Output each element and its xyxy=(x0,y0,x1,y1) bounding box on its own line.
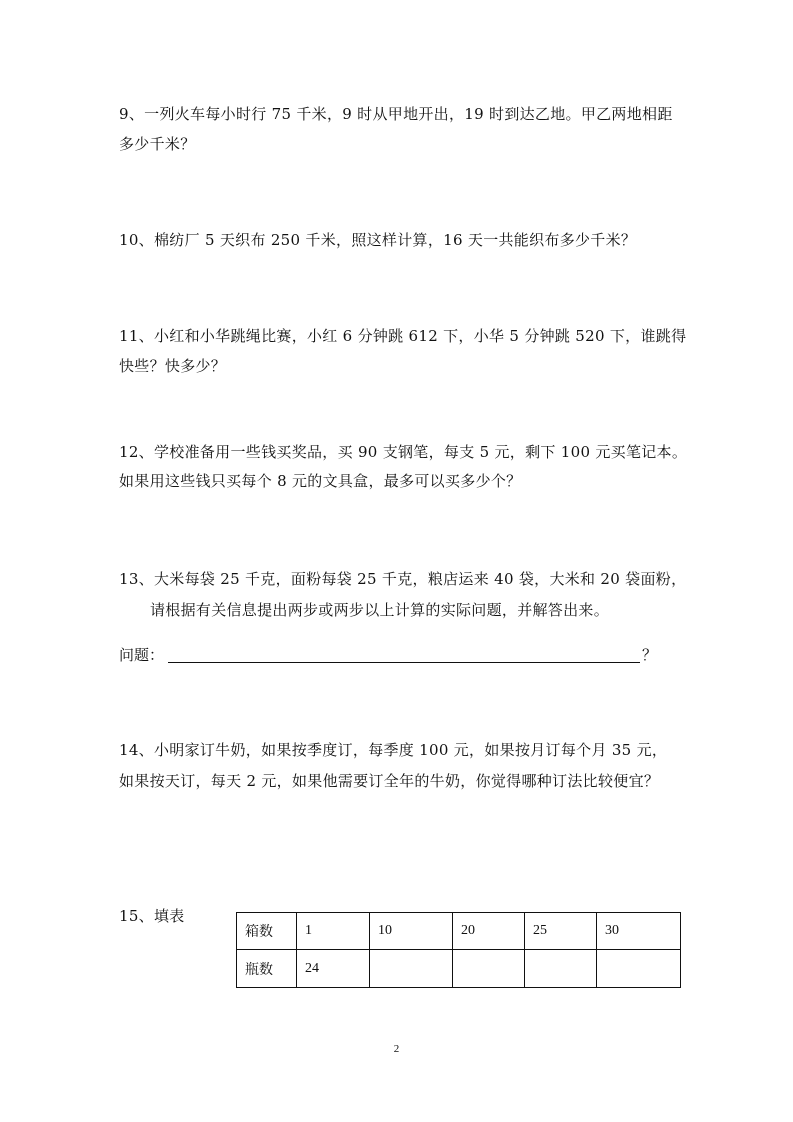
question-10-line-1: 10、棉纺厂 5 天织布 250 千米，照这样计算，16 天一共能织布多少千米？ xyxy=(119,231,637,249)
question-14-line-2: 如果按天订，每天 2 元，如果他需要订全年的牛奶，你觉得哪种订法比较便宜？ xyxy=(119,772,660,790)
question-11-line-2: 快些？快多少？ xyxy=(119,357,227,375)
table-cell: 1 xyxy=(297,913,370,950)
question-14-line-1: 14、小明家订牛奶，如果按季度订，每季度 100 元，如果按月订每个月 35 元， xyxy=(119,741,668,759)
table-cell-empty[interactable] xyxy=(597,950,681,988)
table-cell: 25 xyxy=(525,913,597,950)
page-number: 2 xyxy=(393,1043,400,1055)
table-cell: 箱数 xyxy=(237,913,297,950)
question-13-answer-end: ？ xyxy=(642,646,658,664)
question-12-line-2: 如果用这些钱只买每个 8 元的文具盒，最多可以买多少个？ xyxy=(119,472,522,490)
table-cell: 30 xyxy=(597,913,681,950)
question-15-label: 15、填表 xyxy=(119,907,185,925)
question-11-line-1: 11、小红和小华跳绳比赛，小红 6 分钟跳 612 下，小华 5 分钟跳 520 下，谁跳得 xyxy=(119,327,687,345)
table-cell: 20 xyxy=(453,913,525,950)
question-9-line-1: 9、一列火车每小时行 75 千米，9 时从甲地开出，19 时到达乙地。甲乙两地相距 xyxy=(119,105,673,123)
question-13-answer-label: 问题： xyxy=(119,646,165,664)
table-row xyxy=(237,950,681,988)
table-cell: 10 xyxy=(370,913,453,950)
question-13-answer-line[interactable] xyxy=(168,662,640,663)
table-cell-empty[interactable] xyxy=(525,950,597,988)
question-13-line-1: 13、大米每袋 25 千克，面粉每袋 25 千克，粮店运来 40 袋，大米和 20 袋面粉， xyxy=(119,570,687,588)
table-cell: 24 xyxy=(297,950,370,988)
question-13-line-2: 请根据有关信息提出两步或两步以上计算的实际问题，并解答出来。 xyxy=(150,601,610,619)
question-9-line-2: 多少千米？ xyxy=(119,135,196,153)
fill-table xyxy=(236,912,681,988)
table-cell: 瓶数 xyxy=(237,950,297,988)
table-row xyxy=(237,913,681,950)
question-12-line-1: 12、学校准备用一些钱买奖品，买 90 支钢笔，每支 5 元，剩下 100 元买笔记本。 xyxy=(119,443,688,461)
table-cell-empty[interactable] xyxy=(453,950,525,988)
table-cell-empty[interactable] xyxy=(370,950,453,988)
